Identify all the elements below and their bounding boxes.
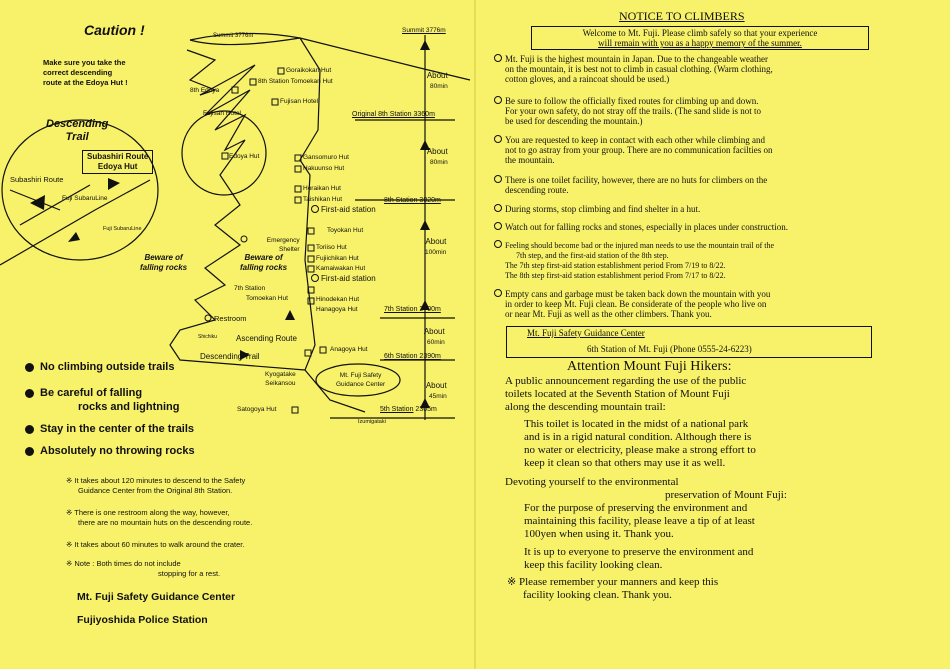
notice-item-1: Mt. Fuji is the highest mountain in Japan. Due to the changeable weather on the mountain, it is best not to climb in casual clothing. (Warm clothing, cotton gloves, and a raincoat should be used.): [494, 54, 894, 84]
ascending-route-label: Ascending Route: [236, 334, 297, 343]
notice-item-6: Watch out for falling rocks and stones, especially in places under construction.: [494, 222, 894, 232]
rule-center: Stay in the center of the trails: [25, 423, 194, 435]
subashiri-route-label: Subashiri Route: [10, 175, 64, 184]
hut-toriiso: Toriiso Hut: [316, 244, 347, 251]
rule-no-climbing: No climbing outside trails: [25, 361, 174, 373]
station-5th: 5th Station 2305m: [380, 406, 437, 413]
emergency-shelter-label: Emergency Shelter: [266, 237, 300, 253]
rule-no-throwing: Absolutely no throwing rocks: [25, 445, 195, 457]
hut-anagoya: Anagoya Hut: [330, 346, 368, 353]
rule-falling-2: rocks and lightning: [78, 401, 180, 413]
hut-horaikan: Horaikan Hut: [303, 185, 341, 192]
hut-fujiichikan: Fujiichikan Hut: [316, 255, 359, 262]
fuji-subaru-label-1: Fuji SubaruLine: [62, 195, 108, 202]
first-aid-8th: First-aid station: [321, 205, 376, 214]
announcement-intro: A public announcement regarding the use of the public toilets located at the Seventh Station of Mount Fuji along the descending mountain trail:: [505, 375, 747, 413]
kyogatake-label: Kyogatake Seikansou: [265, 371, 296, 387]
descending-trail-label: Descending Trail: [200, 352, 260, 361]
hut-gansomuro: Gansomuro Hut: [303, 154, 349, 161]
guidance-center-map-label: Mt. Fuji Safety Guidance Center: [336, 372, 386, 388]
hut-hinodekan: Hinodekan Hut: [316, 296, 359, 303]
edoya-hut-label: Edoya Hut: [229, 153, 260, 160]
notice-item-2: Be sure to follow the officially fixed routes for climbing up and down. For your own safety, do not stray off the trails. (The sand slide is not to be used for descending the mountain.): [494, 96, 894, 126]
announcement-para1: This toilet is located in the midst of a national park and is in a rigid natural condition. Although there is no water or electricity, please make a strong effort to keep it clean so that others may use it as well.: [524, 418, 756, 469]
shichiku-label: Shichiku: [198, 334, 217, 340]
rule-falling: Be careful of falling: [25, 387, 142, 399]
station-8th: 8th Station 3020m: [384, 197, 441, 204]
station-7th-left: 7th Station Tomoekan Hut: [234, 285, 288, 302]
caution-text: Make sure you take the correct descending route at the Edoya Hut !: [43, 58, 128, 87]
announcement-devoting: Devoting yourself to the environmental preservation of Mount Fuji:: [505, 476, 787, 501]
time-3: About 100min: [425, 237, 447, 256]
hut-fujisan-hotel: Fujisan Hotel: [280, 98, 318, 105]
time-1: About 80min: [426, 71, 448, 90]
announcement-para3: It is up to everyone to preserve the environment and keep this facility looking clean.: [524, 546, 754, 571]
station-original-8th: Original 8th Station 3360m: [352, 111, 435, 118]
announcement-title: Attention Mount Fuji Hikers:: [567, 359, 732, 374]
edoya-8th-label: 8th Edoya: [190, 87, 220, 94]
notice-item-8: Empty cans and garbage must be taken back down the mountain with you in order to keep Mt. Fuji clean. Be considerate of the people who live on or near Mt. Fuji as well as the other climbers. Thank you.: [494, 289, 894, 319]
center-box: Mt. Fuji Safety Guidance Center 6th Station of Mt. Fuji (Phone 0555-24-6223): [506, 326, 872, 358]
note-60min: ※ It takes about 60 minutes to walk around the crater.: [66, 540, 245, 549]
station-6th: 6th Station 2390m: [384, 353, 441, 360]
caution-title: Caution !: [84, 22, 145, 38]
hut-hakuunso: Hakuunso Hut: [303, 165, 345, 172]
time-4: About 60min: [423, 327, 445, 346]
hut-taishikan: Taishikan Hut: [303, 196, 343, 203]
descending-trail-heading: Descending Trail: [46, 118, 109, 143]
note-restroom: ※ There is one restroom along the way, however, there are no mountain huts on the descending route.: [66, 508, 253, 527]
announcement-para4: ※ Please remember your manners and keep this facility looking clean. Thank you.: [507, 576, 719, 601]
hut-goraikokan: Goraikokan Hut: [286, 67, 332, 74]
hut-hanagoya: Hanagoya Hut: [316, 306, 358, 313]
time-5: About 45min: [425, 381, 447, 400]
hut-kamaiwakan: Kamaiwakan Hut: [316, 265, 366, 272]
announcement-para2: For the purpose of preserving the environment and maintaining this facility, please leave a tip of at least 100yen when using it. Thank you.: [524, 502, 755, 540]
notice-title: NOTICE TO CLIMBERS: [619, 9, 745, 23]
note-times: ※ Note : Both times do not include stopping for a rest.: [66, 559, 221, 578]
restroom-label: Restroom: [214, 314, 247, 323]
fujisan-hotel-left: Fujisan Hotel: [203, 110, 241, 117]
notice-item-4: There is one toilet facility, however, there are no huts for climbers on the descending route.: [494, 175, 894, 195]
station-7th: 7th Station 2700m: [384, 306, 441, 313]
fuji-subaru-line: [0, 180, 150, 265]
footer-guidance-center: Mt. Fuji Safety Guidance Center: [77, 591, 236, 603]
beware-left: Beware of falling rocks: [140, 253, 188, 272]
hut-toyokan: Toyokan Hut: [327, 227, 364, 234]
note-120min: ※ It takes about 120 minutes to descend to the Safety Guidance Center from the Original 8th Station.: [66, 476, 246, 495]
beware-right: Beware of falling rocks: [240, 253, 288, 272]
welcome-box: Welcome to Mt. Fuji. Please climb safely so that your experience will remain with you as a happy memory of the summer.: [531, 26, 869, 50]
notice-item-7: Feeling should become bad or the injured man needs to use the mountain trail of the 7th step, and the first-aid station of the 8th step. The 7th step first-aid station establishment period From 7/19 to 8/22. The 8th step first-aid station establishment period From 7/17 to 8/22.: [494, 240, 894, 281]
subashiri-box: Subashiri Route Edoya Hut: [82, 150, 153, 174]
satogoya-label: Satogoya Hut: [237, 406, 277, 413]
fuji-subaru-label-2: Fuji SubaruLine: [103, 226, 142, 232]
summit-right: Summit 3776m: [402, 27, 446, 34]
notice-item-3: You are requested to keep in contact with each other while climbing and not to go astray from your group. There are no communication facilties on the mountain.: [494, 135, 894, 165]
notice-item-5: During storms, stop climbing and find shelter in a hut.: [494, 204, 894, 214]
hut-8th-tomoekan: 8th Station Tomoekan Hut: [258, 78, 333, 85]
time-2: About 80min: [426, 147, 448, 166]
first-aid-7th: First-aid station: [321, 274, 376, 283]
summit-left: Summit 3776m: [213, 33, 254, 39]
izumigataki-label: Izumigataki: [358, 419, 386, 425]
footer-police-station: Fujiyoshida Police Station: [77, 614, 208, 626]
